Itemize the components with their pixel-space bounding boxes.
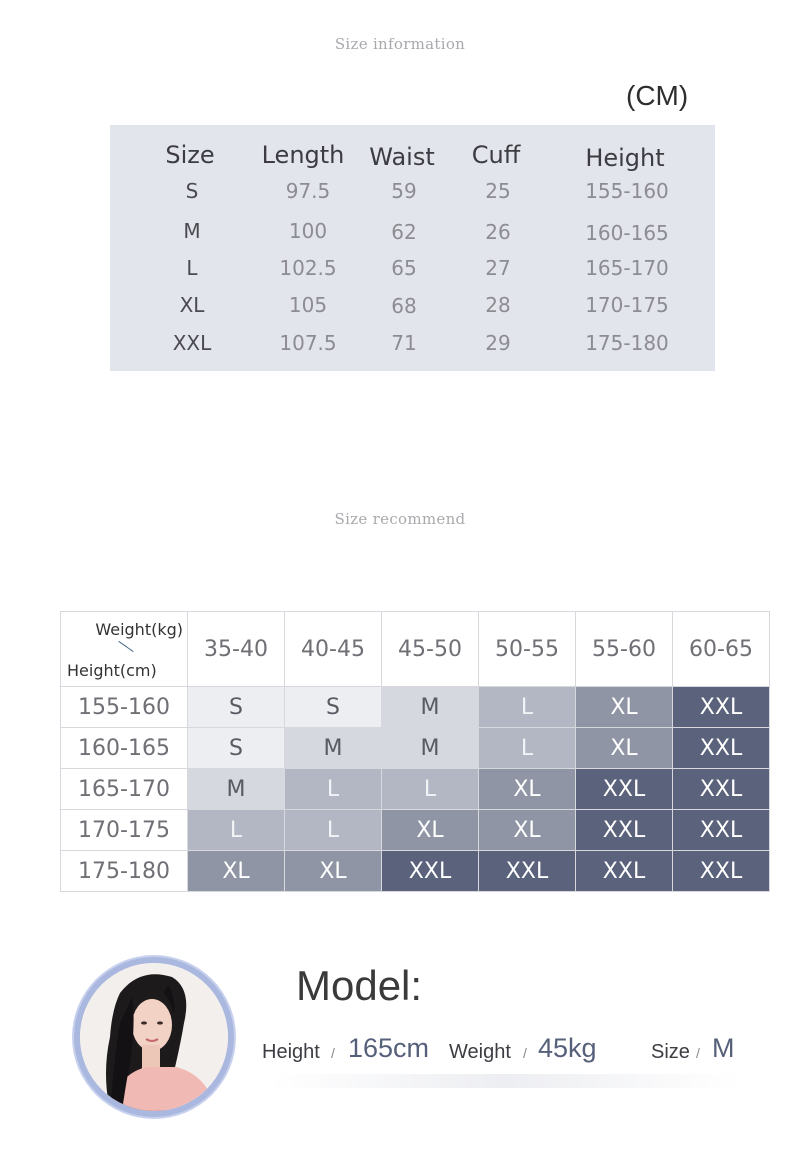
- waist-cell: 59: [391, 179, 417, 203]
- recommended-size-cell: XXL: [576, 810, 673, 851]
- recommended-size-cell: M: [382, 728, 479, 769]
- waist-cell: 65: [391, 256, 417, 280]
- header-height: Height: [585, 144, 665, 172]
- size-information-title: Size information: [334, 35, 466, 53]
- length-cell: 105: [288, 293, 328, 317]
- recommended-size-cell: L: [479, 687, 576, 728]
- recommended-size-cell: XL: [188, 851, 285, 892]
- size-information-table: [110, 125, 715, 371]
- model-title: Model:: [296, 962, 423, 1009]
- length-cell: 107.5: [279, 331, 337, 355]
- waist-cell: 68: [391, 294, 417, 318]
- size-cell: S: [185, 179, 199, 203]
- height-range-cell: 165-170: [61, 769, 188, 810]
- model-weight-value: 45kg: [538, 1033, 597, 1063]
- length-cell: 102.5: [279, 256, 337, 280]
- recommended-size-cell: L: [382, 769, 479, 810]
- size-cell: L: [186, 256, 198, 280]
- weight-header: 40-45: [285, 612, 382, 687]
- separator: /: [331, 1045, 335, 1061]
- recommended-size-cell: XXL: [673, 728, 770, 769]
- corner-cell: [61, 612, 188, 687]
- cuff-cell: 28: [485, 293, 511, 317]
- recommended-size-cell: S: [188, 728, 285, 769]
- weight-header: 35-40: [188, 612, 285, 687]
- weight-axis-label: Weight(kg): [95, 620, 183, 639]
- height-cell: 170-175: [585, 293, 669, 317]
- height-cell: 160-165: [585, 221, 669, 245]
- recommend-row: [61, 851, 770, 892]
- recommended-size-cell: XL: [576, 687, 673, 728]
- separator: /: [523, 1045, 527, 1061]
- diagonal-divider: [118, 641, 133, 652]
- recommended-size-cell: XL: [382, 810, 479, 851]
- weight-header: 60-65: [673, 612, 770, 687]
- model-weight-label: Weight: [449, 1041, 511, 1063]
- recommend-row: [61, 810, 770, 851]
- weight-header: 50-55: [479, 612, 576, 687]
- recommended-size-cell: XXL: [673, 851, 770, 892]
- header-size: Size: [165, 141, 215, 169]
- length-cell: 97.5: [285, 179, 331, 203]
- recommended-size-cell: M: [188, 769, 285, 810]
- cuff-cell: 29: [485, 331, 511, 355]
- length-cell: 100: [288, 219, 328, 243]
- recommend-row: [61, 769, 770, 810]
- height-range-cell: 170-175: [61, 810, 188, 851]
- model-size-label: Size: [651, 1041, 690, 1063]
- header-length: Length: [261, 141, 345, 169]
- separator: /: [696, 1045, 700, 1061]
- height-cell: 175-180: [585, 331, 669, 355]
- recommended-size-cell: XXL: [673, 687, 770, 728]
- recommended-size-cell: S: [188, 687, 285, 728]
- recommended-size-cell: XL: [479, 769, 576, 810]
- header-waist: Waist: [369, 143, 435, 171]
- height-range-cell: 155-160: [61, 687, 188, 728]
- model-height-value: 165cm: [348, 1033, 430, 1063]
- recommended-size-cell: XXL: [673, 810, 770, 851]
- recommended-size-cell: XXL: [576, 851, 673, 892]
- recommended-size-cell: XXL: [576, 769, 673, 810]
- weight-header-row: [61, 612, 770, 687]
- model-size-value: M: [712, 1033, 735, 1063]
- weight-header: 45-50: [382, 612, 479, 687]
- height-cell: 165-170: [585, 256, 669, 280]
- recommended-size-cell: L: [188, 810, 285, 851]
- recommend-row: [61, 687, 770, 728]
- model-portrait-icon: [80, 963, 228, 1111]
- height-axis-label: Height(cm): [67, 661, 157, 680]
- recommended-size-cell: S: [285, 687, 382, 728]
- decorative-underline: [270, 1074, 740, 1088]
- height-range-cell: 175-180: [61, 851, 188, 892]
- waist-cell: 71: [391, 331, 417, 355]
- cuff-cell: 27: [485, 256, 511, 280]
- recommend-row: [61, 728, 770, 769]
- recommended-size-cell: L: [285, 810, 382, 851]
- recommended-size-cell: XXL: [479, 851, 576, 892]
- cuff-cell: 26: [485, 220, 511, 244]
- height-range-cell: 160-165: [61, 728, 188, 769]
- model-height-label: Height: [262, 1041, 320, 1063]
- recommended-size-cell: XL: [479, 810, 576, 851]
- recommended-size-cell: M: [285, 728, 382, 769]
- size-recommend-title: Size recommend: [334, 510, 466, 528]
- weight-header: 55-60: [576, 612, 673, 687]
- recommended-size-cell: L: [479, 728, 576, 769]
- unit-label: (CM): [626, 80, 689, 111]
- header-cuff: Cuff: [471, 141, 521, 169]
- size-cell: XXL: [172, 331, 212, 355]
- cuff-cell: 25: [485, 179, 511, 203]
- height-cell: 155-160: [585, 179, 669, 203]
- size-recommend-table: [60, 611, 770, 892]
- model-avatar: [80, 963, 228, 1111]
- recommended-size-cell: XL: [285, 851, 382, 892]
- waist-cell: 62: [391, 220, 417, 244]
- size-cell: M: [183, 219, 201, 243]
- recommended-size-cell: M: [382, 687, 479, 728]
- recommended-size-cell: XXL: [382, 851, 479, 892]
- recommended-size-cell: L: [285, 769, 382, 810]
- recommended-size-cell: XXL: [673, 769, 770, 810]
- recommended-size-cell: XL: [576, 728, 673, 769]
- size-cell: XL: [179, 293, 205, 317]
